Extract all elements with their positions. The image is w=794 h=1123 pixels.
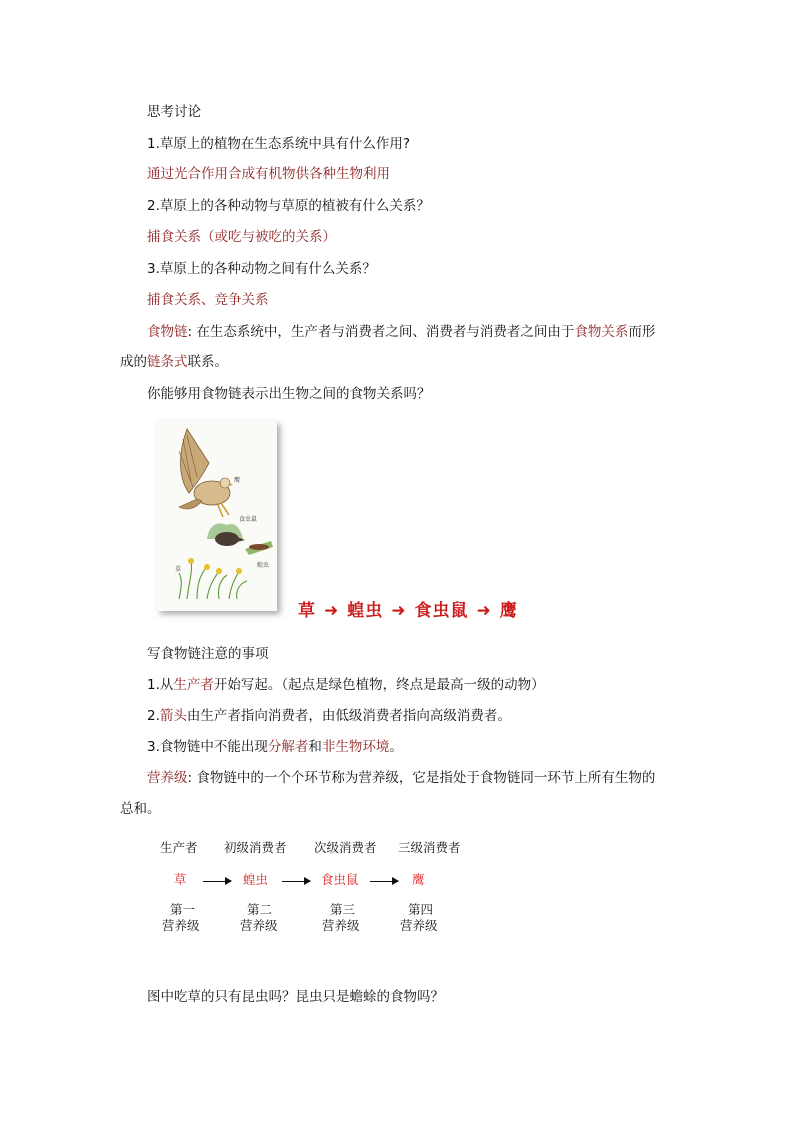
question-3: 3.草原上的各种动物之间有什么关系？: [147, 261, 376, 277]
note-3: 3.食物链中不能出现分解者和非生物环境。: [147, 739, 403, 755]
food-chain-illustration: [157, 421, 277, 611]
trophic-definition-line1: 营养级: 食物链中的一个个环节称为营养级，它是指处于食物链同一环节上所有生物的: [147, 770, 656, 786]
answer-1: 通过光合作用合成有机物供各种生物利用: [147, 166, 390, 182]
food-chain-definition-line1: 食物链: 在生态系统中，生产者与消费者之间、消费者与消费者之间由于食物关系而形: [147, 324, 656, 340]
food-chain-question: 你能够用食物链表示出生物之间的食物关系吗？: [147, 386, 431, 402]
food-chain-definition-line2: 成的链条式联系。: [120, 354, 228, 370]
chain-item-grass: 草: [298, 601, 316, 621]
arrow-2: [282, 881, 310, 882]
shrew-label: 食虫鼠: [239, 516, 258, 523]
answer-3: 捕食关系、竞争关系: [147, 292, 269, 308]
role-producer: 生产者: [160, 840, 198, 855]
level-third: 第三: [330, 902, 356, 917]
level-second-suffix: 营养级: [240, 918, 278, 933]
food-chain-term: 食物链: [147, 324, 188, 340]
organism-eagle: 鹰: [412, 872, 425, 887]
locust-drawing: [245, 541, 273, 555]
arrow-1: [203, 881, 231, 882]
section-heading: 思考讨论: [147, 104, 201, 120]
role-primary-consumer: 初级消费者: [224, 840, 287, 855]
locust-label: 蝗虫: [257, 562, 270, 569]
grass-label: 草: [175, 566, 182, 573]
question-1: 1.草原上的植物在生态系统中具有什么作用?: [147, 136, 411, 152]
level-first-suffix: 营养级: [162, 918, 200, 933]
final-question: 图中吃草的只有昆虫吗？昆虫只是蟾蜍的食物吗？: [147, 989, 444, 1005]
level-first: 第一: [170, 902, 196, 917]
note-1: 1.从生产者开始写起。（起点是绿色植物，终点是最高一级的动物）: [147, 677, 545, 693]
level-third-suffix: 营养级: [322, 918, 360, 933]
organism-locust: 蝗虫: [243, 872, 269, 887]
chain-item-shrew: 食虫鼠: [414, 601, 469, 621]
level-fourth-suffix: 营养级: [400, 918, 438, 933]
food-relation-highlight: 食物关系: [574, 324, 629, 340]
note-2: 2.箭头由生产者指向消费者，由低级消费者指向高级消费者。: [147, 708, 511, 724]
arrow-icon: ➜: [476, 601, 492, 621]
arrow-icon: ➜: [324, 601, 340, 621]
grass-drawing: [179, 561, 247, 599]
eagle-drawing: [179, 429, 233, 517]
notes-title: 写食物链注意的事项: [147, 646, 269, 662]
chain-style-highlight: 链条式: [147, 354, 188, 370]
answer-2: 捕食关系（或吃与被吃的关系）: [147, 229, 336, 245]
organism-shrew: 食虫鼠: [321, 872, 359, 887]
arrow-3: [370, 881, 398, 882]
level-fourth: 第四: [408, 902, 434, 917]
organism-grass: 草: [174, 872, 187, 887]
role-tertiary-consumer: 三级消费者: [398, 840, 461, 855]
trophic-definition-line2: 总和。: [120, 801, 161, 817]
shrew-drawing: [207, 524, 245, 546]
role-secondary-consumer: 次级消费者: [314, 840, 377, 855]
food-chain-display: [298, 596, 518, 621]
chain-item-eagle: 鹰: [499, 601, 518, 621]
chain-item-locust: 蝗虫: [347, 601, 384, 621]
level-second: 第二: [247, 902, 273, 917]
question-2: 2.草原上的各种动物与草原的植被有什么关系？: [147, 198, 430, 214]
arrow-icon: ➜: [391, 601, 407, 621]
eagle-label: 鹰: [234, 477, 241, 484]
trophic-term: 营养级: [147, 770, 188, 786]
